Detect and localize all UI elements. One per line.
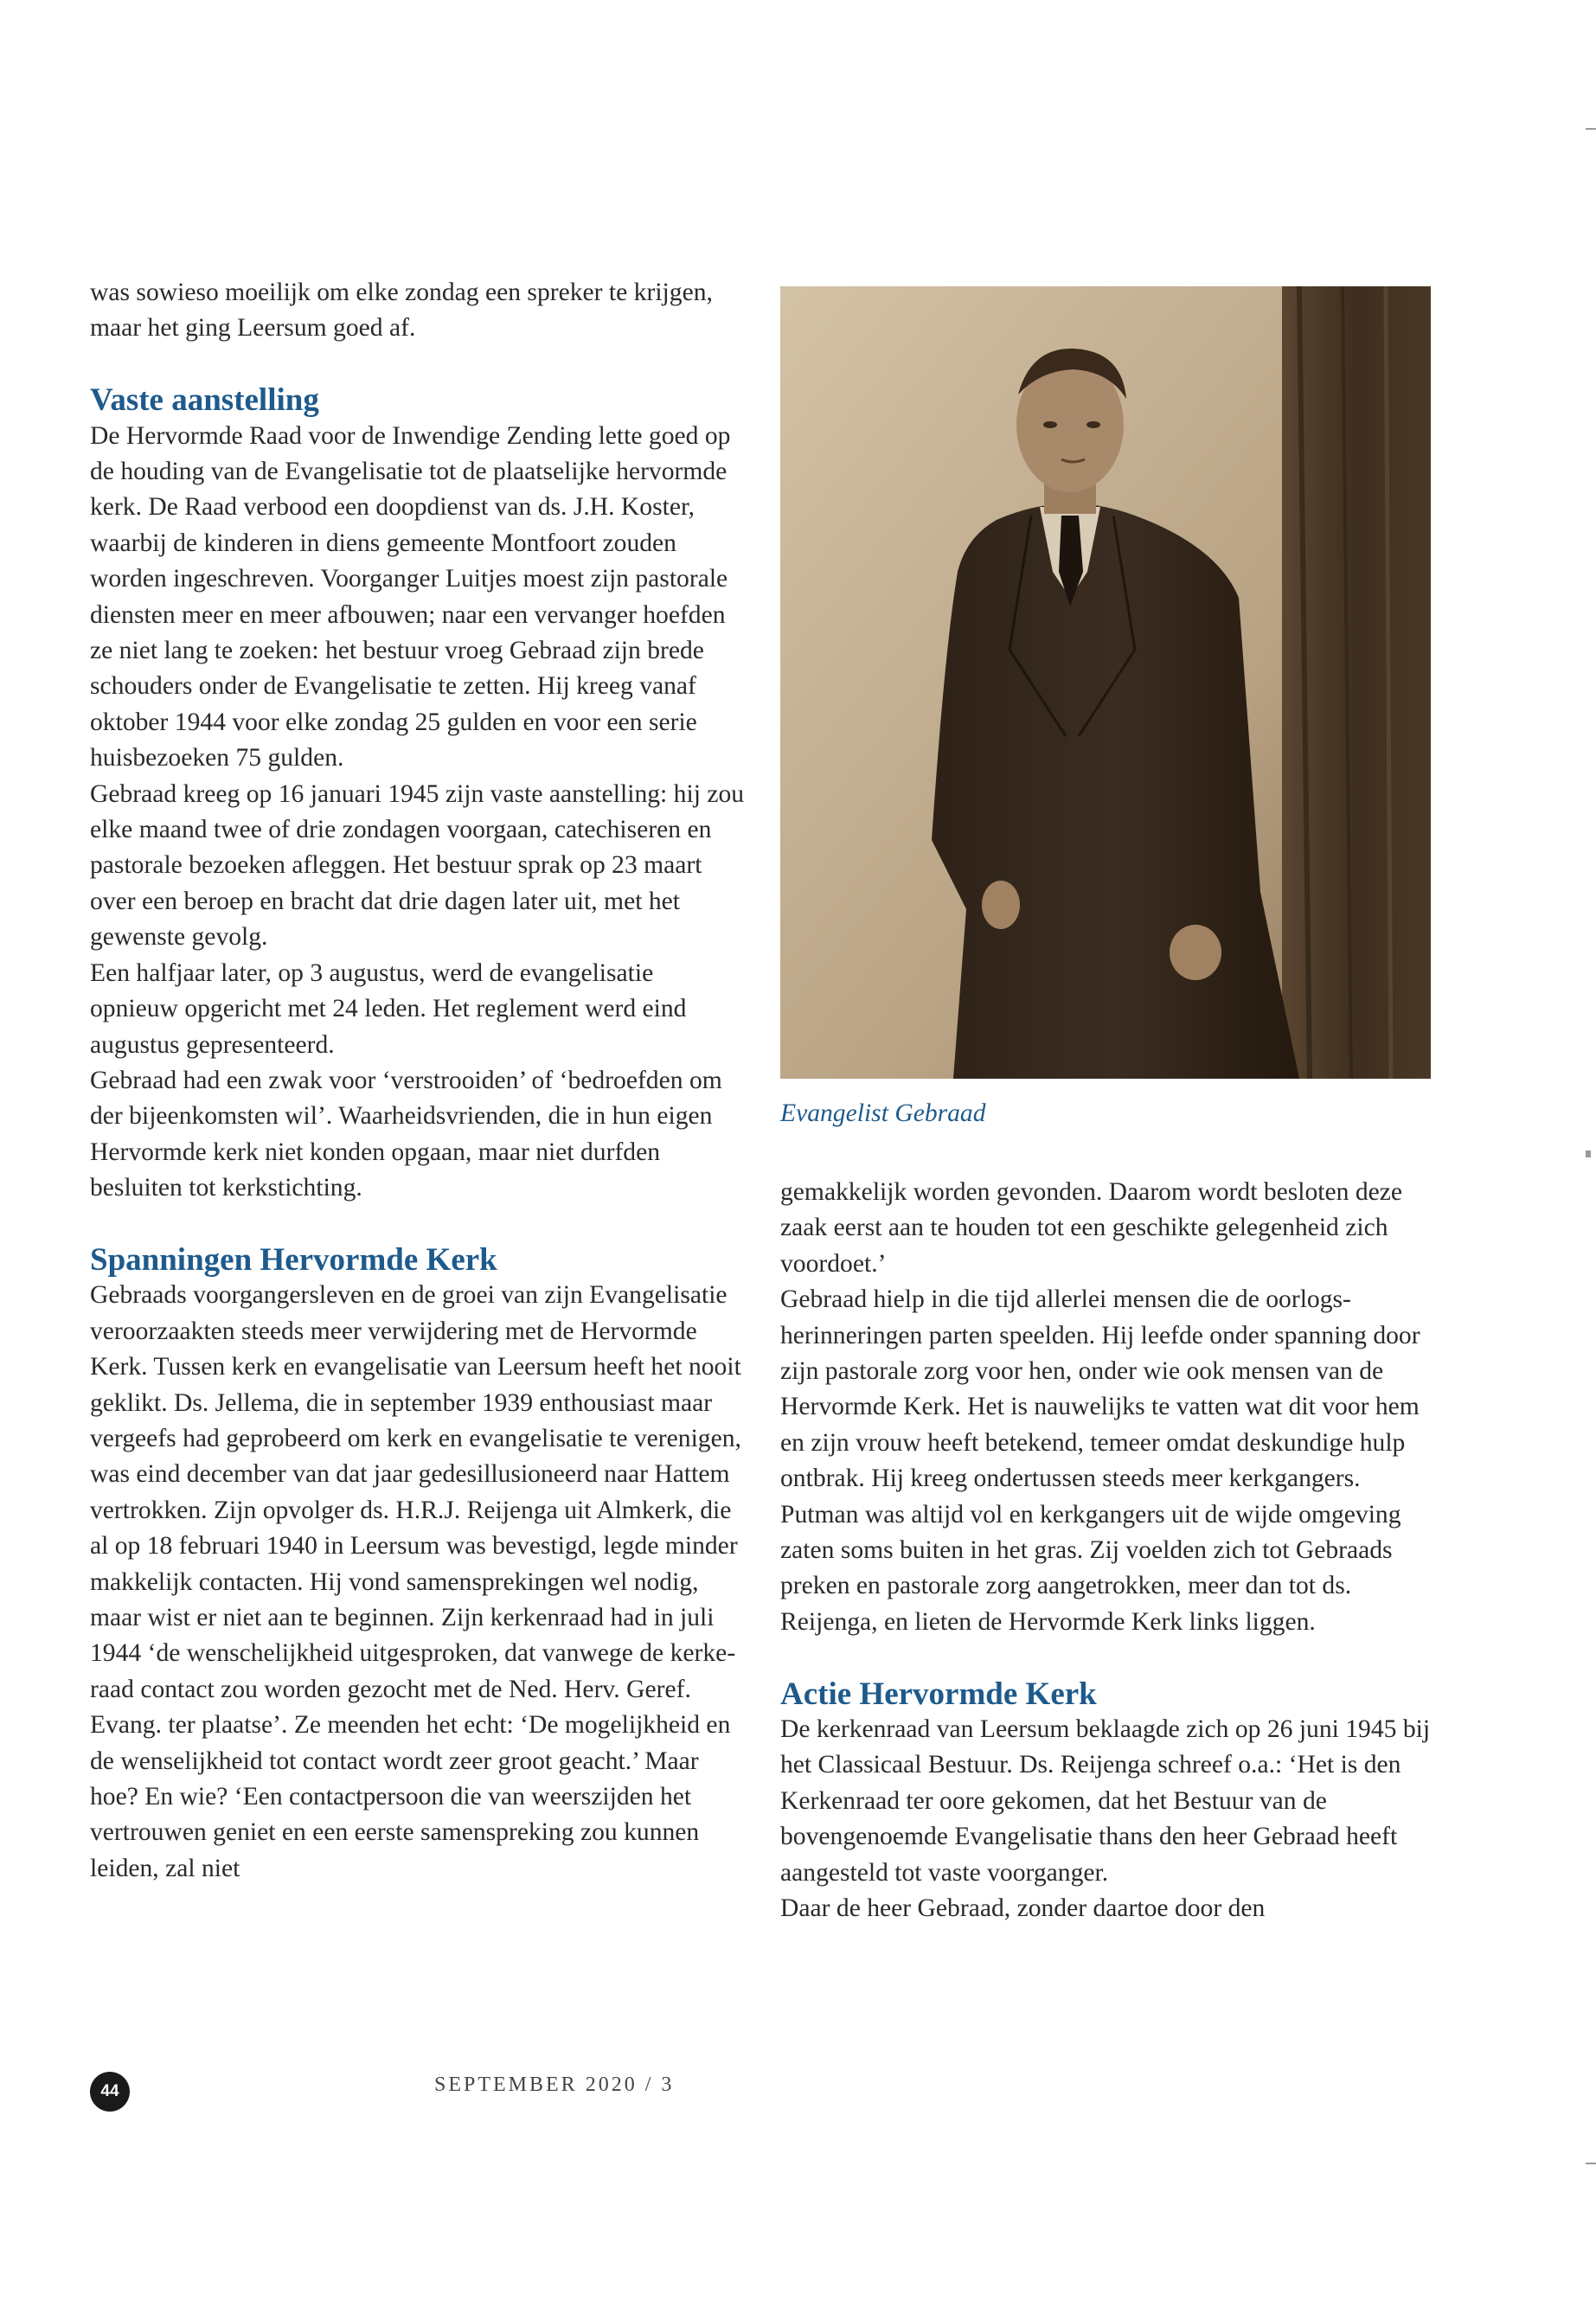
portrait-illustration <box>780 286 1431 1079</box>
paragraph: Gebraad had een zwak voor ‘verstrooiden’ of ‘bedroefden om der bijeenkomsten wil’. Waarheidsvrienden, die in hun eigen Hervormde kerk niet konden opgaan, maar niet durfden besluiten tot kerkstichting. <box>90 1066 722 1202</box>
left-column <box>90 275 747 1887</box>
paragraph: Een halfjaar later, op 3 augustus, werd de evangelisatie opnieuw opgericht met 24 leden. Het reglement werd eind augustus gepresenteerd. <box>90 958 687 1059</box>
portrait-photo <box>780 286 1431 1079</box>
issue-label: SEPTEMBER 2020 / 3 <box>434 2073 675 2096</box>
page-number-badge: 44 <box>90 2072 130 2112</box>
right-column <box>780 1175 1438 1927</box>
paragraph: De Hervormde Raad voor de Inwendige Zending lette goed op de houding van de Evangelisatie tot de plaatselijke hervormde kerk. De Raad verbood een doopdienst van ds. J.H. Koster, waarbij de kinderen in diens gemeente Montfoort zouden worden ingeschreven. Voorganger Luitjes moest zijn pastorale diensten meer en meer afbouwen; naar een vervanger hoefden ze niet lang te zoeken: het bestuur vroeg Gebraad zijn brede schouders onder de Evangelisatie te zetten. Hij kreeg vanaf oktober 1944 voor elke zondag 25 gulden en voor een serie huisbezoeken 75 gulden. <box>90 421 731 772</box>
heading-actie-hervormde-kerk: Actie Hervormde Kerk <box>780 1676 1097 1712</box>
heading-spanningen-hervormde-kerk: Spanningen Hervormde Kerk <box>90 1241 497 1278</box>
photo-caption: Evangelist Gebraad <box>780 1099 986 1127</box>
crop-mark <box>1586 128 1596 130</box>
heading-vaste-aanstelling: Vaste aanstelling <box>90 382 319 419</box>
intro-paragraph: was sowieso moeilijk om elke zondag een spreker te krijgen, maar het ging Leersum goed af. <box>90 279 713 343</box>
paragraph: Daar de heer Gebraad, zonder daartoe door den <box>780 1894 1266 1923</box>
paragraph: Gebraads voorgangersleven en de groei van zijn Evangelisatie veroorzaakten steeds meer verwijdering met de Hervormde Kerk. Tussen kerk en evangelisatie van Leersum heeft het nooit geklikt. Ds. Jellema, die in september 1939 enthousiast maar vergeefs had geprobeerd om kerk en evangelisatie te verenigen, was eind december van dat jaar gedesillusioneerd naar Hattem vertrokken. Zijn opvolger ds. H.R.J. Reijenga uit Almkerk, die al op 18 februari 1940 in Leersum was bevestigd, legde minder makkelijk contacten. Hij vond samensprekingen wel nodig, maar wist er niet aan te beginnen. Zijn kerkenraad had in juli 1944 ‘de wenschelijkheid uitgesproken, dat vanwege de kerkeraad contact zou worden gezocht met de Ned. Herv. Geref. Evang. ter plaatse’. Ze meenden het echt: ‘De mogelijkheid en de wenselijkheid tot contact wordt zeer groot geacht.’ Maar hoe? En wie? ‘Een contactpersoon die van weerszijden het vertrouwen geniet en een eerste samenspreking zou kunnen leiden, zal niet <box>90 1281 741 1882</box>
paragraph: Gebraad hielp in die tijd allerlei mensen die de oorlogsherinneringen parten speelden. Hij leefde onder spanning door zijn pastorale zorg voor hen, onder wie ook mensen van de Hervormde Kerk. Het is nauwelijks te vatten wat dit voor hem en zijn vrouw heeft betekend, temeer omdat deskundige hulp ontbrak. Hij kreeg ondertussen steeds meer kerkgangers. Putman was altijd vol en kerkgangers uit de wijde omgeving zaten soms buiten in het gras. Zij voelden zich tot Gebraads preken en pastorale zorg aangetrokken, meer dan tot ds. Reijenga, en lieten de Hervormde Kerk links liggen. <box>780 1285 1420 1636</box>
crop-mark <box>1586 1150 1591 1157</box>
paragraph: De kerkenraad van Leersum beklaagde zich op 26 juni 1945 bij het Classicaal Bestuur. Ds. Reijenga schreef o.a.: ‘Het is den Kerkenraad ter oore gekomen, dat het Bestuur van de bovengenoemde Evangelisatie thans den heer Gebraad heeft aangesteld tot vaste voorganger. <box>780 1715 1431 1887</box>
paragraph: gemakkelijk worden gevonden. Daarom wordt besloten deze zaak eerst aan te houden tot een geschikte gelegenheid zich voordoet.’ <box>780 1178 1403 1278</box>
paragraph: Gebraad kreeg op 16 januari 1945 zijn vaste aanstelling: hij zou elke maand twee of drie zondagen voorgaan, catechiseren en pastorale bezoeken afleggen. Het bestuur sprak op 23 maart over een beroep en bracht dat drie dagen later uit, met het gewenste gevolg. <box>90 779 745 952</box>
crop-mark <box>1586 2163 1596 2164</box>
